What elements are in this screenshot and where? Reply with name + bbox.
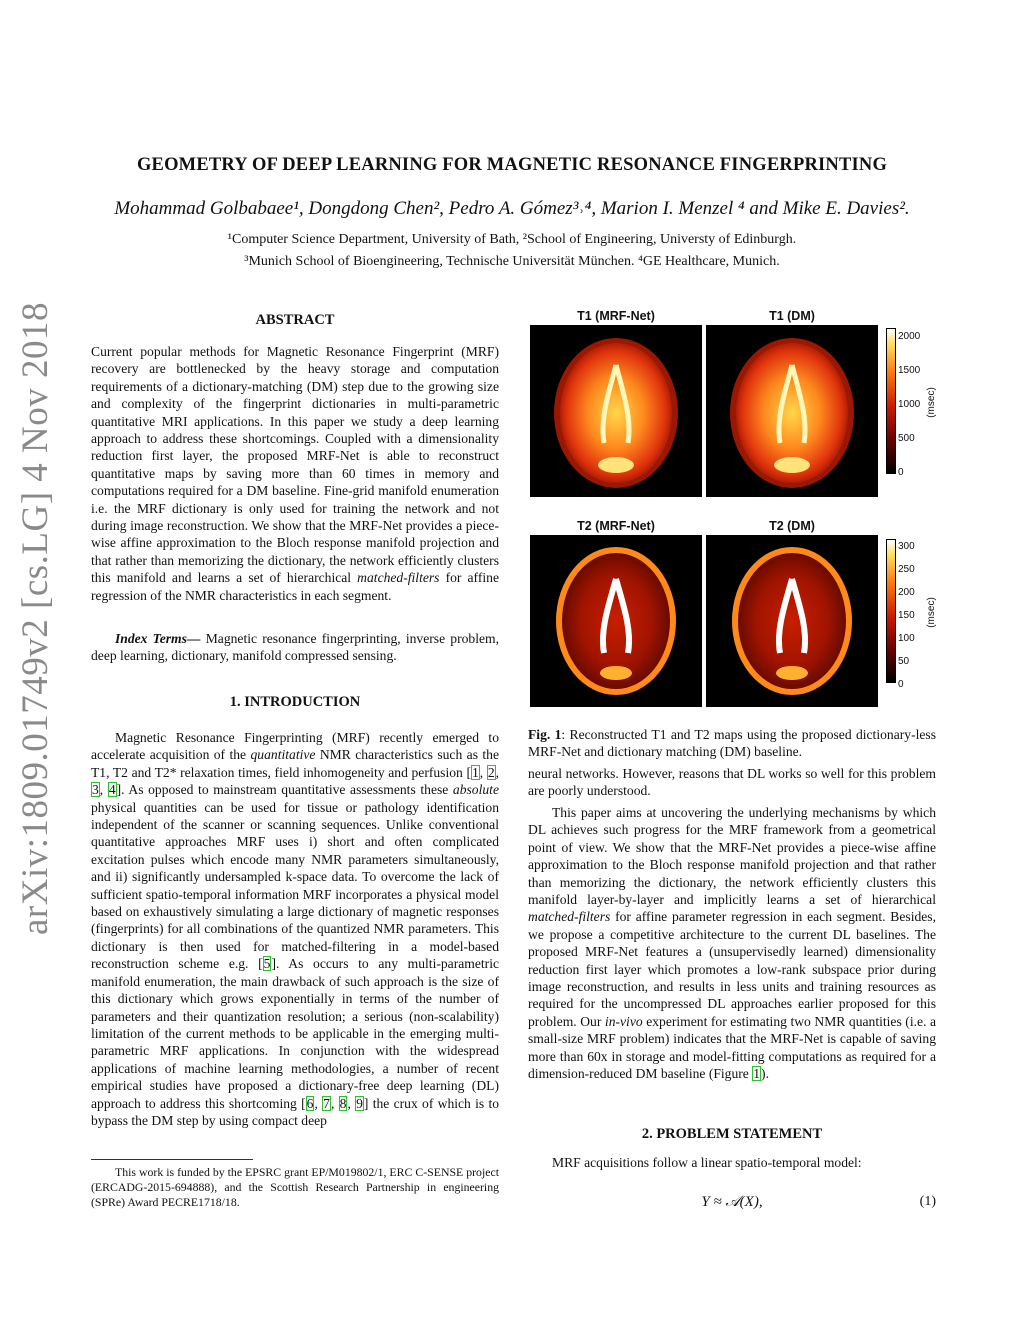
citation-link[interactable]: 4 <box>108 782 116 798</box>
colorbar-unit: (msec) <box>925 387 937 418</box>
brain-map-image <box>706 535 878 707</box>
arxiv-stamp: arXiv:1809.01749v2 [cs.LG] 4 Nov 2018 <box>15 301 56 935</box>
t2-mrf-label: T2 (MRF-Net) <box>577 519 655 533</box>
colorbar-tick: 50 <box>898 656 910 667</box>
citation-link[interactable]: 8 <box>339 1095 347 1111</box>
t1-dm-map <box>706 325 878 497</box>
footnote-rule <box>91 1159 253 1160</box>
equation-1: Y ≈ 𝒜(X), <box>701 1194 763 1210</box>
abstract-heading: ABSTRACT <box>255 312 335 328</box>
figure-1 <box>528 305 948 725</box>
affiliation-line-1: ¹Computer Science Department, University of Bath, ²School of Engineering, Universty of Edinburgh. <box>227 232 797 247</box>
t2-dm-map <box>706 535 878 707</box>
brain-map-image <box>706 325 878 497</box>
t1-mrf-map <box>530 325 702 497</box>
footnote: This work is funded by the EPSRC grant EP/M019802/1, ERC C-SENSE project (ERCADG-2015-694888), and the Scottish Research Partnership in engineering (SPRe) Award PECRE1718/18. <box>91 1165 499 1209</box>
citation-link[interactable]: 1 <box>471 764 479 780</box>
citation-link[interactable]: 3 <box>92 782 99 798</box>
paper-title: GEOMETRY OF DEEP LEARNING FOR MAGNETIC RESONANCE FINGERPRINTING <box>136 155 888 175</box>
brain-map-image <box>530 325 702 497</box>
index-terms: Index Terms— Magnetic resonance fingerprinting, inverse problem, deep learning, dictionary, manifold compressed sensing. <box>91 631 499 664</box>
intro-heading: 1. INTRODUCTION <box>229 694 361 710</box>
colorbar-tick: 500 <box>898 433 915 444</box>
t2-colorbar <box>886 539 896 683</box>
citation-link[interactable]: 5 <box>263 956 271 972</box>
citation-link[interactable]: 9 <box>356 1095 363 1111</box>
figure-caption: Fig. 1: Reconstructed T1 and T2 maps using the proposed dictionary-less MRF-Net and dictionary matching (DM) baseline. <box>528 727 936 760</box>
colorbar-tick: 0 <box>898 679 904 690</box>
colorbar-tick: 250 <box>898 564 915 575</box>
t2-mrf-map <box>530 535 702 707</box>
equation-number: (1) <box>919 1194 936 1209</box>
t1-colorbar <box>886 328 896 474</box>
section-2-heading: 2. PROBLEM STATEMENT <box>641 1126 823 1142</box>
colorbar-tick: 2000 <box>898 331 921 342</box>
colorbar-tick: 1000 <box>898 399 921 410</box>
colorbar-tick: 100 <box>898 633 915 644</box>
right-col-para-1: This paper aims at uncovering the underlying mechanisms by which DL achieves such progress for the MRF framework from a geometrical point of view. We show that the MRF-Net provides a piece-wise affine approximation to the Bloch response manifold projection and that rather than memorizing the dictionary, the network efficiently clusters this manifold layer-by-layer and implicitly learns a set of hierarchical matched-filters for affine parameter regression in each segment. Besides, we propose a competitive architecture to the current DL baselines. The proposed MRF-Net features a (unsupervisedly learned) dimensionality reduction first layer which promotes a low-rank subspace prior during image reconstruction, and results in less units and training resources as required for the uncompressed DL approaches earlier proposed for this problem. Our in-vivo experiment for estimating two NMR quantities (i.e. a small-size MRF problem) indicates that the MRF-Net is capable of saving more than 60x in storage and model-fitting computations as required for a dimension-reduced DM baseline (Figure 1). <box>528 805 936 1082</box>
t2-dm-label: T2 (DM) <box>769 519 815 533</box>
colorbar-tick: 1500 <box>898 365 921 376</box>
abstract-body: Current popular methods for Magnetic Resonance Fingerprint (MRF) recovery are bottlenecked by the heavy storage and computation requirements of a dictionary-matching (DM) step due to the growing size and complexity of the fingerprint dictionaries in multi-parametric quantitative MRI applications. In this paper we study a deep learning approach to address these shortcomings. Coupled with a dimensionality reduction first layer, the proposed MRF-Net is able to reconstruct quantitative maps by saving more than 60 times in memory and computations required for a DM baseline. Fine-grid manifold enumeration i.e. the MRF dictionary is only used for training the network and not during image reconstruction. We show that the MRF-Net provides a piece-wise affine approximation to the Bloch response manifold projection and that rather than memorizing the dictionary, the network efficiently clusters this manifold and learns a set of hierarchical matched-filters for affine regression of the NMR characteristics in each segment. <box>91 344 499 603</box>
brain-map-image <box>530 535 702 707</box>
author-list: Mohammad Golbabaee¹, Dongdong Chen², Pedro A. Gómez³˒⁴, Marion I. Menzel ⁴ and Mike E. Davies². <box>114 198 910 219</box>
citation-link[interactable]: 7 <box>323 1095 330 1111</box>
citation-link[interactable]: 6 <box>306 1095 314 1111</box>
affiliation-line-2: ³Munich School of Bioengineering, Technische Universität München. ⁴GE Healthcare, Munich. <box>244 254 780 269</box>
section-2-text: MRF acquisitions follow a linear spatio-temporal model: <box>552 1155 862 1170</box>
colorbar-tick: 300 <box>898 541 915 552</box>
colorbar-tick: 200 <box>898 587 915 598</box>
t1-dm-label: T1 (DM) <box>769 309 815 323</box>
colorbar-tick: 0 <box>898 467 904 478</box>
colorbar-unit: (msec) <box>925 597 937 628</box>
figure-link[interactable]: 1 <box>753 1066 761 1082</box>
t1-mrf-label: T1 (MRF-Net) <box>577 309 655 323</box>
citation-link[interactable]: 2 <box>487 764 495 780</box>
colorbar-tick: 150 <box>898 610 915 621</box>
right-col-para-0: neural networks. However, reasons that DL works so well for this problem are poorly understood. <box>528 766 936 799</box>
intro-body: Magnetic Resonance Fingerprinting (MRF) recently emerged to accelerate acquisition of the quantitative NMR characteristics such as the T1, T2 and T2* relaxation times, field inhomogeneity and perfusion [1, 2, 3, 4]. As opposed to mainstream quantitative assessments these absolute physical quantities can be used for tissue or pathology identification independent of the scanner or scanning sequences. Unlike conventional quantitative approaches MRF uses i) short and often complicated excitation pulses which encode many NMR parameters simultaneously, and ii) significantly undersampled k-space data. To overcome the lack of sufficient spatio-temporal information MRF incorporates a physical model based on exhaustively simulating a large dictionary of magnetic responses (fingerprints) for all combinations of the quantized NMR parameters. This dictionary is then used for matched-filtering in a model-based reconstruction scheme e.g. [5]. As occurs to any multi-parametric manifold enumeration, the main drawback of such approach is the size of this dictionary which grows exponentially in terms of the number of parameters and their quantization resolution; a serious (non-scalability) limitation of the current methods to be applicable in the emerging multi-parametric MRF applications. In conjunction with the widespread applications of machine learning methodologies, a number of recent empirical studies have proposed a dictionary-free deep learning (DL) approach to address this shortcoming [6, 7, 8, 9] the crux of which is to bypass the DM step by using compact deep <box>91 730 500 1128</box>
